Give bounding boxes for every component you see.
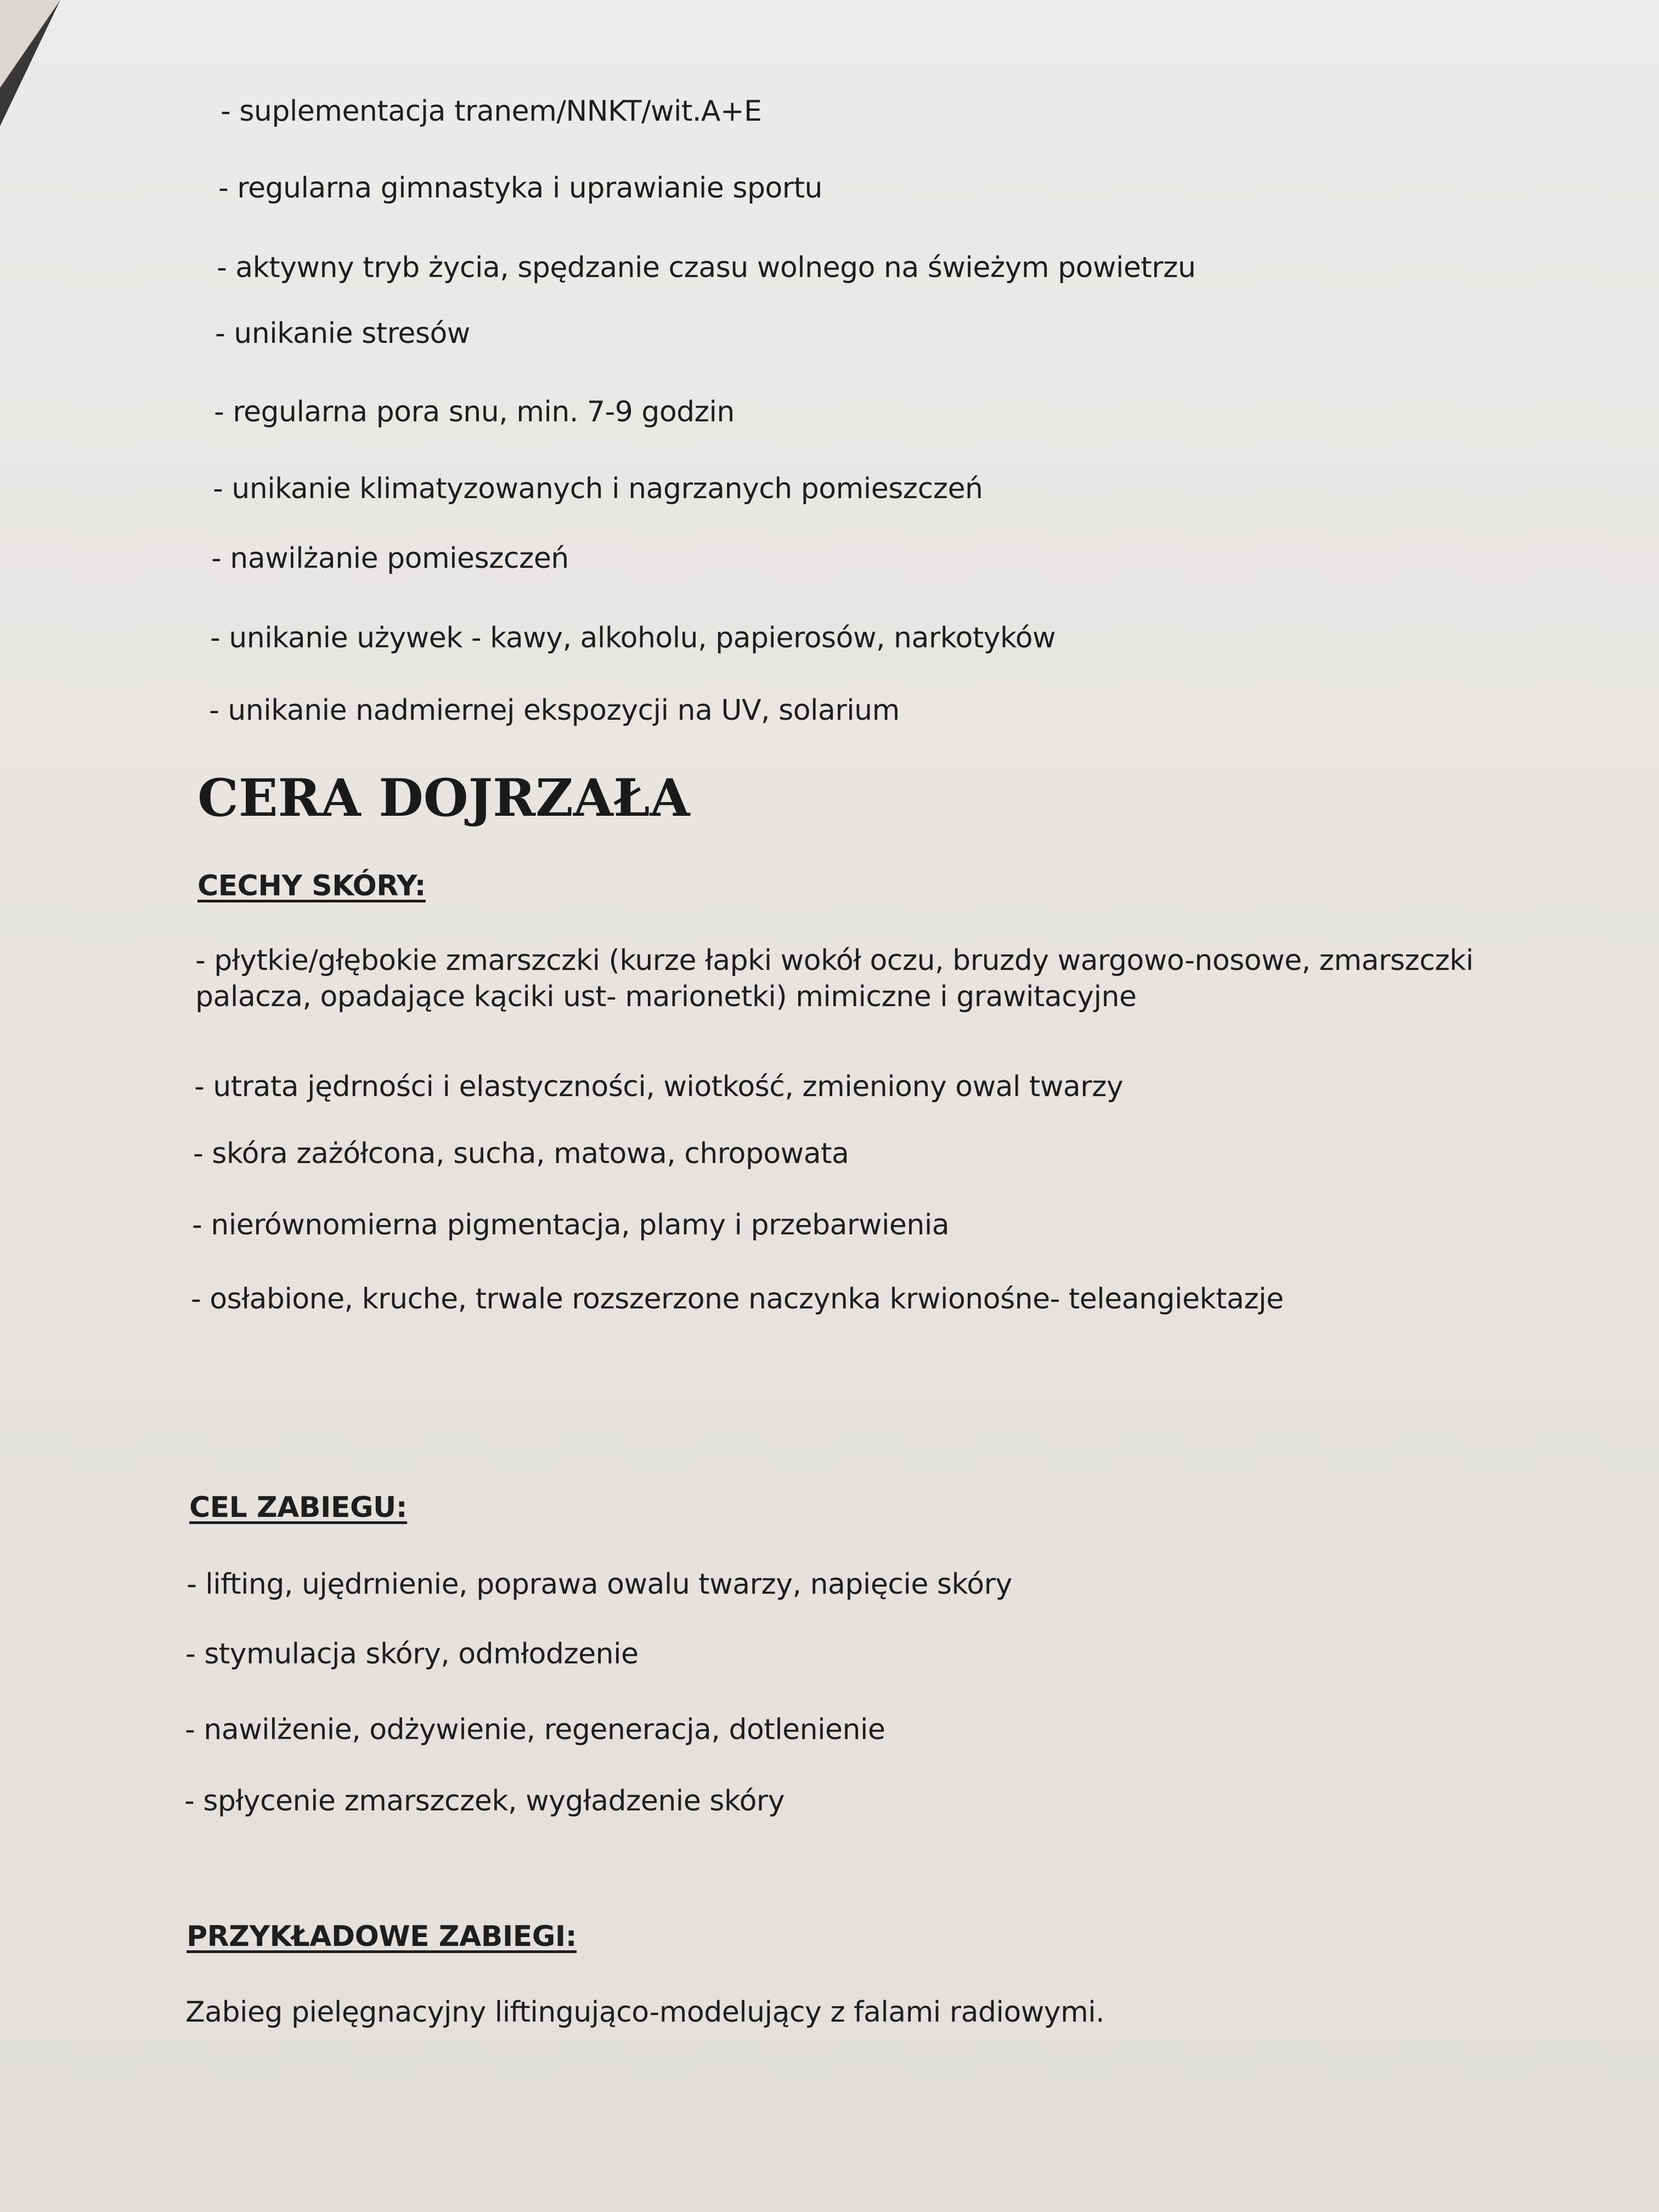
list-item: - regularna gimnastyka i uprawianie sportu <box>218 172 822 205</box>
list-item: - nierównomierna pigmentacja, plamy i przebarwienia <box>192 1209 950 1242</box>
list-item: - aktywny tryb życia, spędzanie czasu wolnego na świeżym powietrzu <box>217 251 1196 284</box>
list-item: - unikanie nadmiernej ekspozycji na UV, solarium <box>209 694 900 727</box>
treatment-goal-heading: CEL ZABIEGU: <box>189 1491 408 1524</box>
list-item: - unikanie używek - kawy, alkoholu, papierosów, narkotyków <box>210 622 1056 654</box>
list-item: - płytkie/głębokie zmarszczki (kurze łapki wokół oczu, bruzdy wargowo-nosowe, zmarszczki palacza, opadające kąciki ust- marionetki) mimiczne i grawitacyjne <box>195 944 1474 1013</box>
list-item: - lifting, ujędrnienie, poprawa owalu twarzy, napięcie skóry <box>187 1568 1012 1601</box>
list-item: - regularna pora snu, min. 7-9 godzin <box>214 396 735 428</box>
list-item: - spłycenie zmarszczek, wygładzenie skóry <box>184 1785 785 1818</box>
example-treatment-text: Zabieg pielęgnacyjny liftingująco-modelujący z falami radiowymi. <box>185 1996 1105 2029</box>
list-item: - nawilżenie, odżywienie, regeneracja, dotlenienie <box>185 1713 885 1746</box>
example-treatments-heading: PRZYKŁADOWE ZABIEGI: <box>187 1920 577 1953</box>
list-item: - unikanie stresów <box>215 317 470 350</box>
list-item: - unikanie klimatyzowanych i nagrzanych pomieszczeń <box>213 472 983 505</box>
list-item: - suplementacja tranem/NNKT/wit.A+E <box>221 95 762 128</box>
list-item: - utrata jędrności i elastyczności, wiotkość, zmieniony owal twarzy <box>194 1070 1124 1103</box>
list-item: - skóra zażółcona, sucha, matowa, chropowata <box>193 1137 849 1170</box>
list-item: - osłabione, kruche, trwale rozszerzone naczynka krwionośne- teleangiektazje <box>191 1283 1284 1316</box>
skin-features-heading: CECHY SKÓRY: <box>198 870 426 902</box>
list-item: - nawilżanie pomieszczeń <box>211 542 569 575</box>
list-item: - stymulacja skóry, odmłodzenie <box>185 1638 639 1671</box>
section-title: CERA DOJRZAŁA <box>198 768 690 828</box>
